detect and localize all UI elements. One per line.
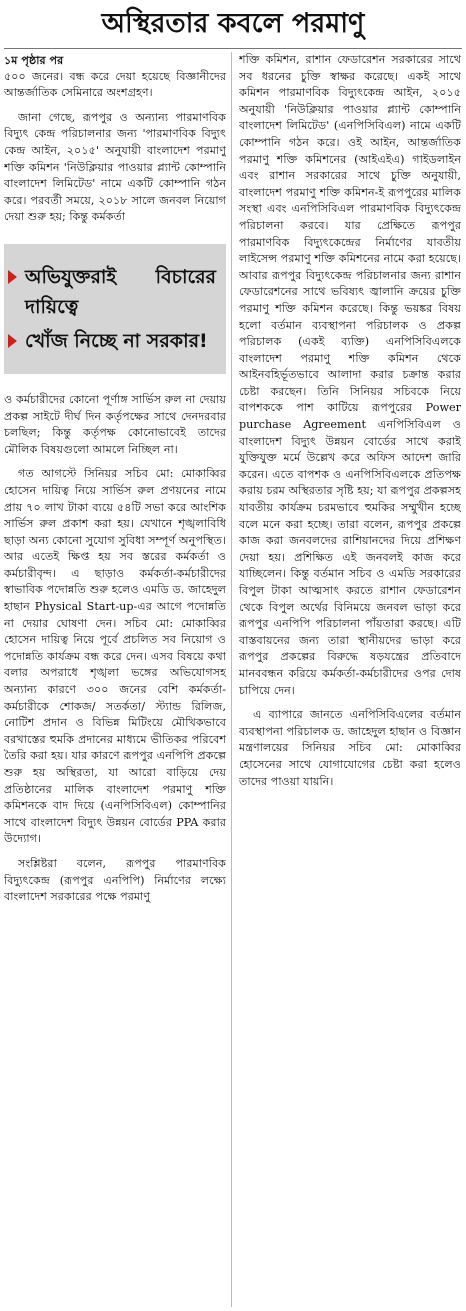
pull-quote-text: খোঁজ নিচ্ছে না সরকার!: [25, 329, 208, 352]
article-paragraph: ও কর্মচারীদের কোনো পূর্ণাঙ্গ সার্ভিস রুল না দেয়ায় প্রকল্প সাইটে দীর্ঘ দিন কর্তৃপক্ষের সাথে দেনদরবার চলছিল; কিন্তু কর্তৃপক্ষ কোনোভাবেই তাদের মৌলিক বিষয়গুলো আমলে নিচ্ছিল না।: [4, 392, 226, 456]
article-paragraph: সংশ্লিষ্টরা বলেন, রূপপুর পারমাণবিক বিদ্যুৎকেন্দ্র (রূপপুর এনপিপি) নির্মাণের লক্ষ্যে বাংলাদেশ সরকারের পক্ষে পরমাণু: [4, 856, 226, 904]
pull-quote-text: অভিযুক্তরাই বিচারের দায়িত্বে: [25, 265, 216, 318]
article-paragraph: শক্তি কমিশন, রাশান ফেডারেশন সরকারের সাথে সব ধরনের চুক্তি স্বাক্ষর করেছে। একই সাথে কমিশন পারমাণবিক বিদ্যুৎকেন্দ্র আইন, ২০১৫ অনুযায়ী 'নিউক্লিয়ার পাওয়ার প্ল্যান্ট কোম্পানি বাংলাদেশ লিমিটেড' (এনপিসিবিএল) নামে একটি কোম্পানি গঠন করে। ওই আইন, আন্তর্জাতিক পরমাণু শক্তি কমিশনের (আইএইএ) গাইডলাইন এবং রাশান সরকারের সাথে চুক্তি অনুযায়ী, বাংলাদেশ পরমাণু শক্তি কমিশন-ই রূপপুরের মালিক সংস্থা এবং এনপিসিবিএল পারমাণবিক বিদ্যুৎকেন্দ্র পরিচালনা করবে। যার প্রেক্ষিতে রূপপুর পারমাণবিক বিদ্যুৎকেন্দ্রের নির্মাণের যাবতীয় লাইসেন্স পরমাণু শক্তি কমিশনের নামে করা হয়েছে। আবার রূপপুর বিদ্যুৎকেন্দ্র পরিচালনার জন্য রাশান ফেডারেশনের সাথে ভবিষ্যৎ জ্বালানি ক্রয়ের চুক্তি পরমাণু শক্তি কমিশন করেছে। কিন্তু ভয়ঙ্কর বিষয় হলো বর্তমান ব্যবস্থাপনা পরিচালক ও প্রকল্প পরিচালক (একই ব্যক্তি) এনপিসিবিএলকে বাংলাদেশ পরমাণু শক্তি কমিশন থেকে আইনবহির্ভূতভাবে আলাদা করার চক্রান্ত করার চেষ্টা করছেন। তিনি সিনিয়র সচিবকে নিয়ে বাপশককে পাশ কাটিয়ে রূপপুরের Power purchase Agreement এনপিসিবিএল ও বাংলাদেশ বিদ্যুৎ উন্নয়ন বোর্ডের সাথে করাই যুক্তিযুক্ত মর্মে উল্লেখ করে অফিস আদেশ জারি করেন। এতে বাপশক ও এনপিসিবিএলকে প্রতিপক্ষ করায় চরম অস্থিরতার সৃষ্টি হয়; যা রূপপুর প্রকল্পসহ যাবতীয় কার্যক্রম চরমভাবে হুমকির সম্মুখীন হচ্ছে বলে মনে করা হচ্ছে। তারা বলেন, রূপপুর প্রকল্পে কাজ করা জনবলদের রাশিয়ানদের দিয়ে প্রশিক্ষণ দেয়া হয়। প্রশিক্ষিত এই জনবলই কাজ করে যাচ্ছিলেন। কিন্তু বর্তমান সচিব ও এমডি সরকারের বিপুল টাকা আত্মসাৎ করতে রাশান ফেডারেশন থেকে বিপুল অর্থের বিনিময়ে জনবল ভাড়া করে রূপপুর এনপিপি পরিচালনা পাঁয়তারা করছে। এটি বাস্তবায়নের জন্য তারা স্থানীয়দের ভাড়া করে রূপপুর প্রকল্পের বিরুদ্ধে ষড়যন্ত্রের প্রতিবাদে মানববন্ধন করিয়ে কর্মকর্তা-কর্মচারীদের ওপর দোষ চাপিয়ে দেন।: [239, 53, 461, 697]
right-column: [239, 52, 461, 1307]
red-arrow-icon: [8, 334, 17, 348]
red-arrow-icon: [8, 270, 17, 284]
article-paragraph: জানা গেছে, রূপপুর ও অন্যান্য পারমাণবিক বিদ্যুৎ কেন্দ্র পরিচালনার জন্য 'পারমাণবিক বিদ্যুৎ কেন্দ্র আইন, ২০১৫' অনুযায়ী বাংলাদেশ পরমাণু শক্তি কমিশন 'নিউক্লিয়ার পাওয়ার প্ল্যান্ট কোম্পানি বাংলাদেশ লিমিটেড' নামে একটি কোম্পানি গঠন করে। পরবর্তী সময়ে, ২০১৮ সালে জনবল নিয়োগ দেয়া শুরু হয়; কিন্তু কর্মকর্তা: [4, 110, 226, 224]
article-paragraph: [4, 52, 226, 102]
left-column: [4, 52, 226, 1307]
paragraph-text: ৫০০ জনের। বন্ধ করে দেয়া হয়েছে বিজ্ঞানীদের আন্তর্জাতিক সেমিনারে অংশগ্রহণ।: [4, 69, 226, 100]
jump-label: ১ম পৃষ্ঠার পর: [4, 53, 64, 67]
column-divider: [231, 52, 232, 1307]
pull-quote-item: [8, 262, 216, 322]
pull-quote-item: [8, 326, 216, 356]
article-paragraph: গত আগস্টে সিনিয়র সচিব মো: মোকাব্বির হোসেন দায়িত্ব নিয়ে সার্ভিস রুল প্রণয়নের নামে প্রায় ৭০ লাখ টাকা ব্যয়ে ৫৪টি সভা করে আংশিক সার্ভিস রুল প্রকাশ করা হয়। যেখানে শৃঙ্খলাবিধি ছাড়া অন্য কোনো সুযোগ সুবিধা সম্পূর্ণ অনুপস্থিত। আর এতেই ক্ষিপ্ত হয় সব স্তরের কর্মকর্তা ও কর্মচারীবৃন্দ। এ ছাড়াও কর্মকর্তা-কর্মচারীদের স্বাভাবিক পদোন্নতি শুরু হলেও এমডি ড. জাহেদুল হাছান Physical Start-up-এর আগে পদোন্নতি না দেয়ার ঘোষণা দেন। সচিব মো: মোকাব্বির হোসেন দায়িত্ব নিয়ে পূর্বে প্রচলিত সব নিয়োগ ও পদোন্নতি কার্যক্রম বন্ধ করে দেন। এসব বিষয়ে কথা বলার অপরাধে শৃঙ্খলা ভঙ্গের অভিযোগসহ অন্যান্য কারণে ৩০০ জনের বেশি কর্মকর্তা-কর্মচারীকে শোকজ/ সতর্কতা/ স্ট্যান্ড রিলিজ, নোটিশ প্রদান ও বিভিন্ন মিটিংয়ে মৌখিকভাবে বরখাস্তের হুমকি প্রদানের মাধ্যমে ভীতিকর পরিবেশ তৈরি করা হয়। যার কারণে রূপপুর এনপিপি প্রকল্পে শুরু হয় অস্থিরতা, যা আরো বাড়িয়ে দেয় প্রতিষ্ঠানের মালিক বাংলাদেশ পরমাণু শক্তি কমিশনকে বাদ দিয়ে (এনপিসিবিএল) কোম্পানির সাথে বাংলাদেশ বিদ্যুৎ উন্নয়ন বোর্ডের PPA করার উদ্যোগ।: [4, 467, 226, 846]
headline: অস্থিরতার কবলে পরমাণু: [101, 8, 365, 39]
article-paragraph: এ ব্যাপারে জানতে এনপিসিবিএলের বর্তমান ব্যবস্থাপনা পরিচালক ড. জাহেদুল হাছান ও বিজ্ঞান মন্ত্রণালয়ের সিনিয়র সচিব মো: মোকাব্বির হোসেনের সাথে যোগাযোগের চেষ্টা করা হলেও তাদের পাওয়া যায়নি।: [239, 708, 461, 788]
pull-quote: [4, 244, 226, 374]
headline-rule: [4, 48, 462, 49]
